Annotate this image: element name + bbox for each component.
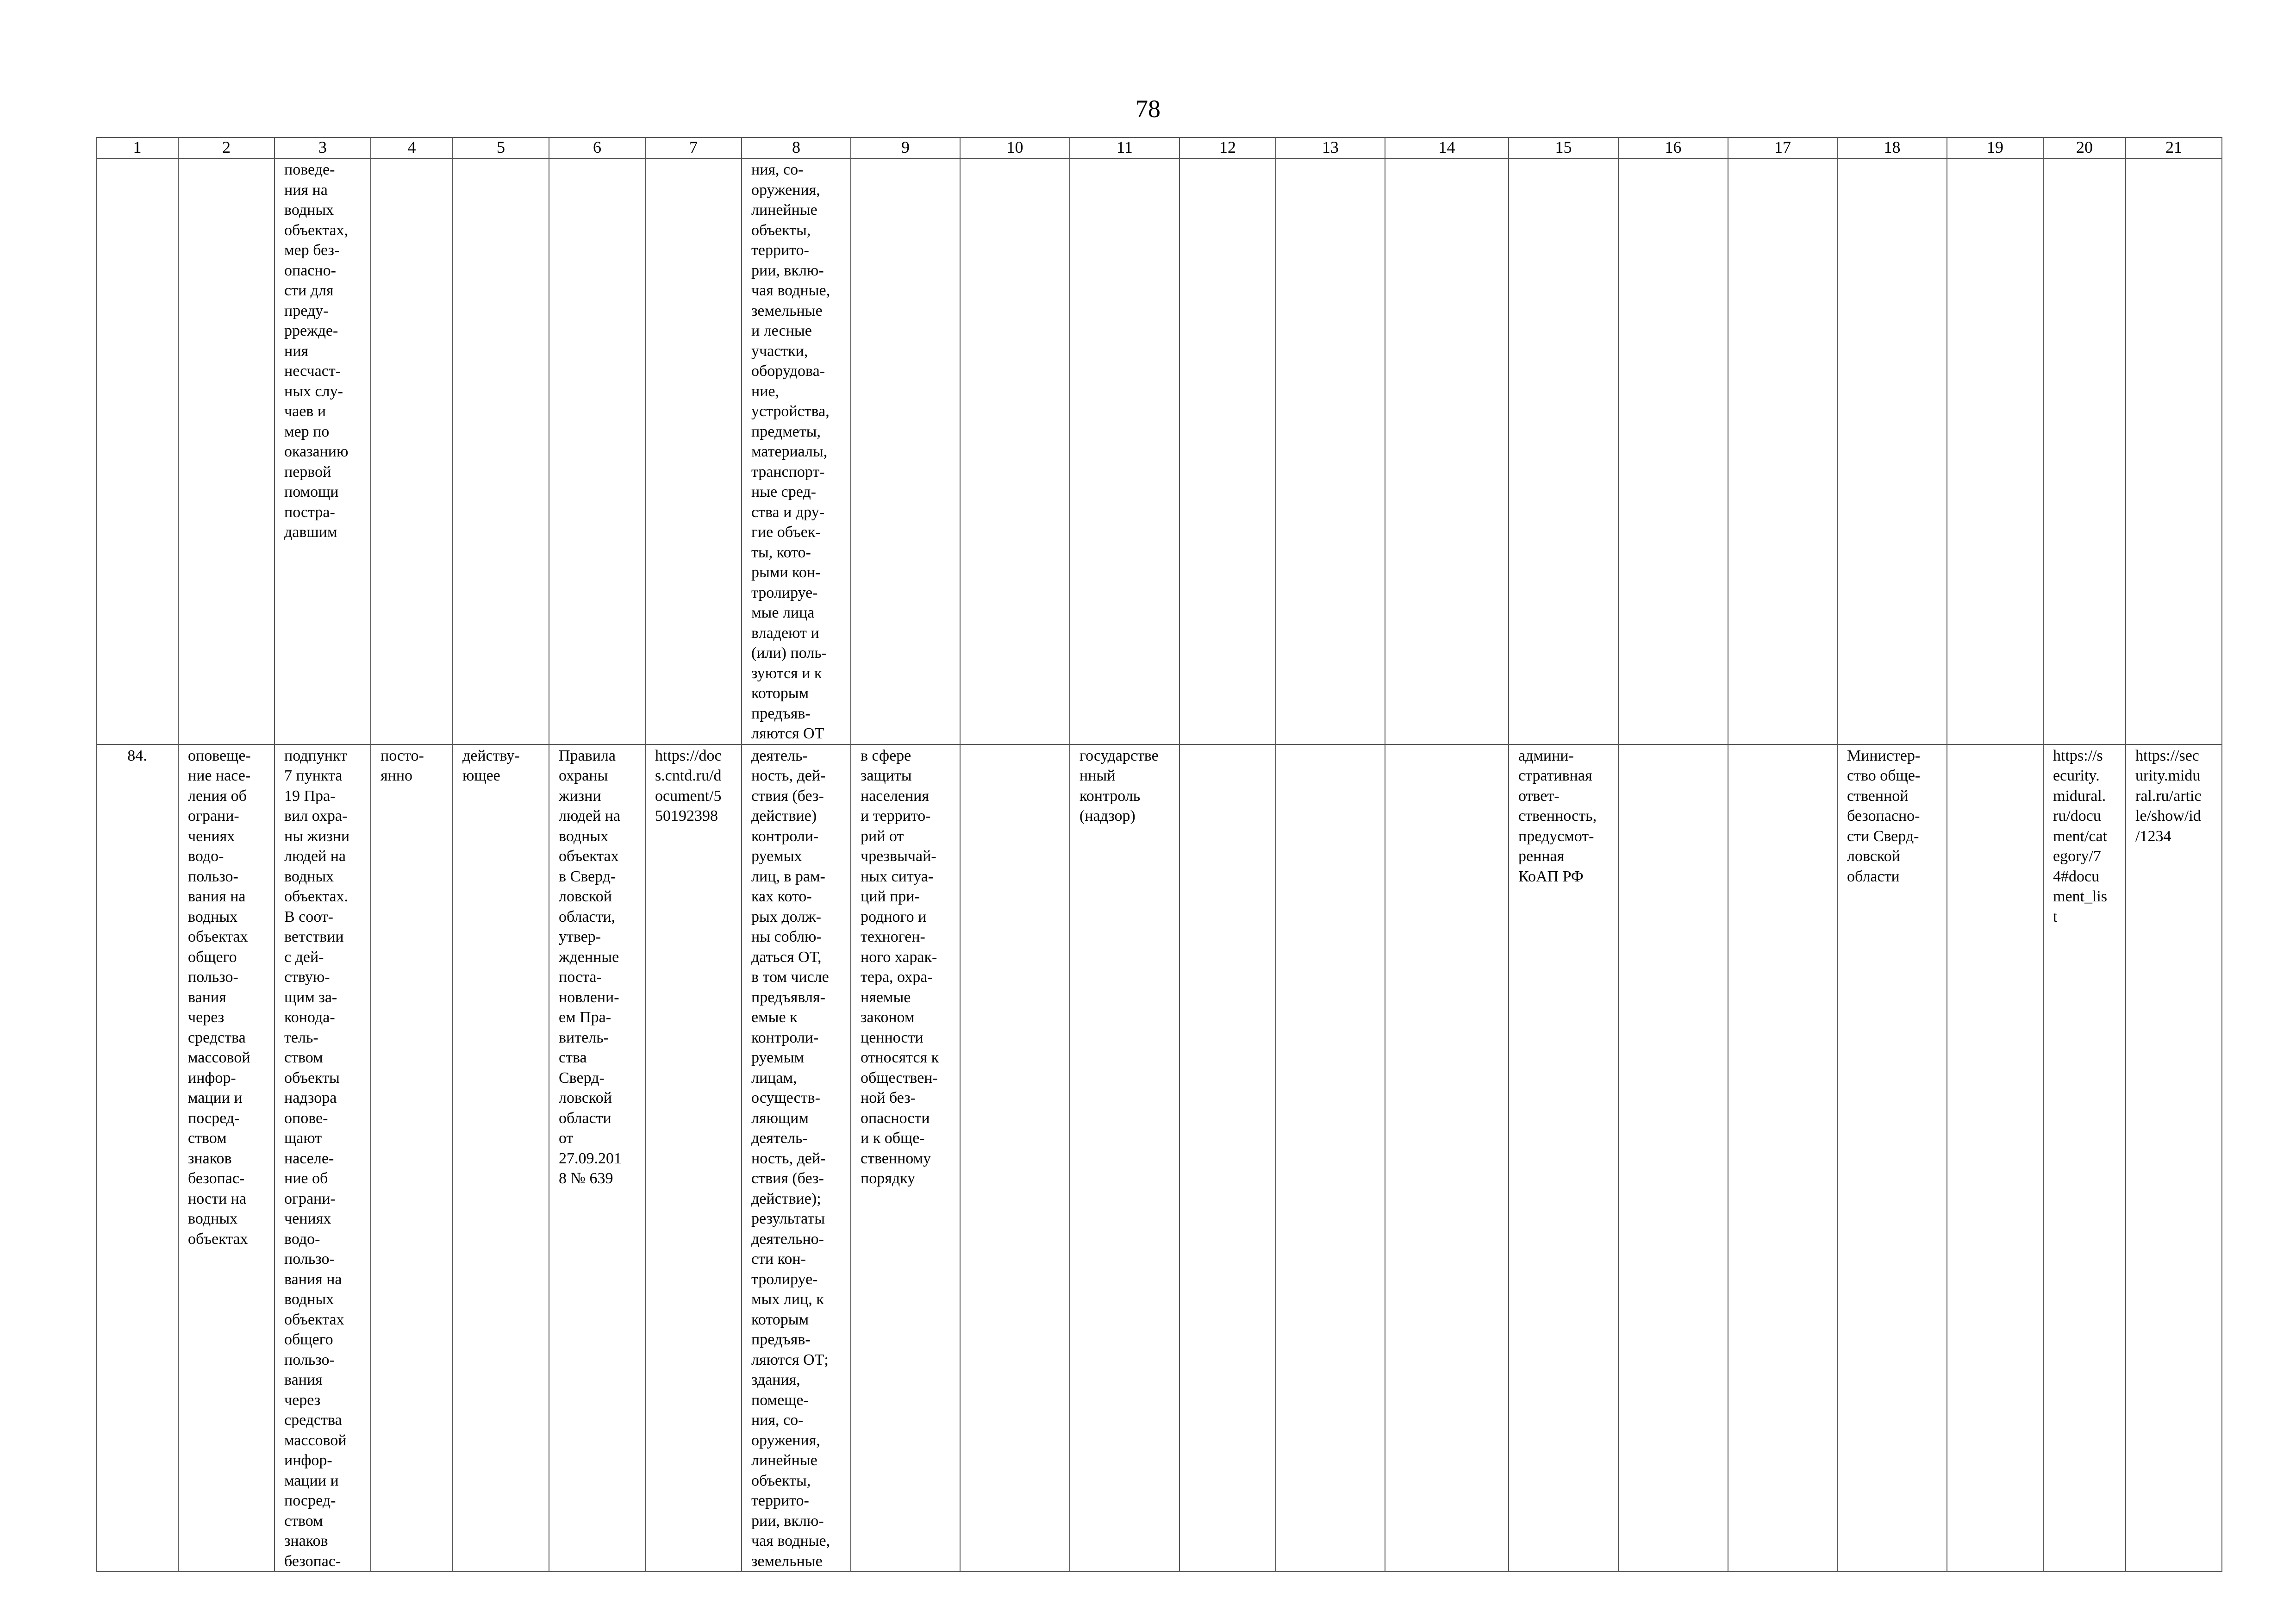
column-number-cell: 3	[275, 137, 371, 158]
table-cell-col-7: https://doc s.cntd.ru/d ocument/5 50192398	[645, 744, 742, 1572]
table-cell-col-8: ния, со- oружения, линейные объекты, террито- рии, вклю- чая водные, земельные и лесные участки, оборудова- ние, устройства, предметы, материалы, транспорт- ные сред- ства и дру- гие объек- ты, кото- рыми кон- тролируе- мые лица владеют и (или) поль- зуются и к которым предъяв- ляются ОТ	[742, 158, 851, 744]
table-cell-col-12	[1179, 158, 1276, 744]
table-cell-col-3: подпункт 7 пункта 19 Пра- вил охра- ны жизни людей на водных объектах. В соот- ветствии с дей- ствую- щим за- конода- тель- ством объекты надзора опове- щают населе- ние об ограни- чениях водо- пользо- вания на водных объектах общего пользо- вания через средства массовой инфор- мации и посред- ством знаков безопас-	[275, 744, 371, 1572]
table-row	[96, 158, 2222, 744]
column-number-cell: 8	[742, 137, 851, 158]
table-cell-col-15: админи- стративная ответ- ственность, предусмот- ренная КоАП РФ	[1509, 744, 1618, 1572]
table-cell-col-18	[1837, 158, 1947, 744]
table-cell-col-2	[178, 158, 275, 744]
table-cell-col-6	[549, 158, 645, 744]
table-cell-col-8: деятель- ность, дей- ствия (без- действие) контроли- руемых лиц, в рам- ках кото- рых долж- ны соблю- даться ОТ, в том числе предъявля- емые к контроли- руемым лицам, осуществ- ляющим деятель- ность, дей- ствия (без- действие); результаты деятельно- сти кон- тролируе- мых лиц, к которым предъяв- ляются ОТ; здания, помеще- ния, со- oружения, линейные объекты, террито- рии, вклю- чая водные, земельные	[742, 744, 851, 1572]
column-number-cell: 19	[1947, 137, 2043, 158]
table-cell-col-5	[453, 158, 549, 744]
column-number-cell: 18	[1837, 137, 1947, 158]
column-number-cell: 6	[549, 137, 645, 158]
table-cell-col-2: оповеще- ние насе- ления об ограни- чениях водо- пользо- вания на водных объектах общего пользо- вания через средства массовой инфор- мации и посред- ством знаков безопас- ности на водных объектах	[178, 744, 275, 1572]
table-cell-col-6: Правила охраны жизни людей на водных объектах в Сверд- ловской области, утвер- жденные поста- новлени- ем Пра- витель- ства Сверд- ловской области от 27.09.201 8 № 639	[549, 744, 645, 1572]
column-number-cell: 7	[645, 137, 742, 158]
table-cell-col-15	[1509, 158, 1618, 744]
table-cell-col-17	[1728, 744, 1837, 1572]
table-cell-col-11: государстве нный контроль (надзор)	[1070, 744, 1179, 1572]
table-row	[96, 744, 2222, 1572]
table-cell-col-14	[1385, 158, 1509, 744]
table-cell-col-10	[960, 158, 1070, 744]
table-cell-col-19	[1947, 158, 2043, 744]
table-cell-col-21	[2126, 158, 2222, 744]
table-cell-col-16	[1618, 744, 1728, 1572]
column-number-cell: 16	[1618, 137, 1728, 158]
table-cell-col-4: посто- янно	[371, 744, 453, 1572]
column-number-cell: 4	[371, 137, 453, 158]
table-cell-col-5: действу- ющее	[453, 744, 549, 1572]
column-number-cell: 21	[2126, 137, 2222, 158]
table-cell-col-19	[1947, 744, 2043, 1572]
table-cell-col-11	[1070, 158, 1179, 744]
column-number-cell: 5	[453, 137, 549, 158]
column-number-cell: 13	[1276, 137, 1385, 158]
column-number-cell: 11	[1070, 137, 1179, 158]
table-cell-col-1	[96, 158, 178, 744]
column-number-cell: 1	[96, 137, 178, 158]
table-cell-col-12	[1179, 744, 1276, 1572]
column-number-cell: 14	[1385, 137, 1509, 158]
table-cell-col-9: в сфере защиты населения и террито- рий от чрезвычай- ных ситуа- ций при- родного и техноген- ного харак- тера, охра- няемые законом ценности относятся к обществен- ной без- опасности и к обще- ственному порядку	[851, 744, 960, 1572]
table-cell-col-18: Министер- ство обще- ственной безопасно- сти Сверд- ловской области	[1837, 744, 1947, 1572]
table-cell-col-9	[851, 158, 960, 744]
table-cell-col-1: 84.	[96, 744, 178, 1572]
table-cell-col-20: https://s ecurity. midural. ru/docu ment/cat egory/7 4#docu ment_lis t	[2043, 744, 2126, 1572]
table-cell-col-4	[371, 158, 453, 744]
table-cell-col-13	[1276, 158, 1385, 744]
table-cell-col-17	[1728, 158, 1837, 744]
column-number-cell: 9	[851, 137, 960, 158]
page-number: 78	[1136, 95, 1160, 123]
table-cell-col-16	[1618, 158, 1728, 744]
table-cell-col-21: https://sec urity.midu ral.ru/artic le/show/id /1234	[2126, 744, 2222, 1572]
column-number-cell: 10	[960, 137, 1070, 158]
regulation-table	[96, 137, 2222, 1572]
column-number-cell: 20	[2043, 137, 2126, 158]
column-number-cell: 12	[1179, 137, 1276, 158]
table-cell-col-13	[1276, 744, 1385, 1572]
column-number-cell: 15	[1509, 137, 1618, 158]
table-cell-col-20	[2043, 158, 2126, 744]
table-cell-col-14	[1385, 744, 1509, 1572]
table-cell-col-7	[645, 158, 742, 744]
column-number-cell: 17	[1728, 137, 1837, 158]
column-number-row	[96, 137, 2222, 158]
column-number-cell: 2	[178, 137, 275, 158]
table-cell-col-10	[960, 744, 1070, 1572]
table-cell-col-3: поведе- ния на водных объектах, мер без- опасно- сти для преду- pрежде- ния несчаст- ных слу- чаев и мер по оказанию первой помощи постра- давшим	[275, 158, 371, 744]
